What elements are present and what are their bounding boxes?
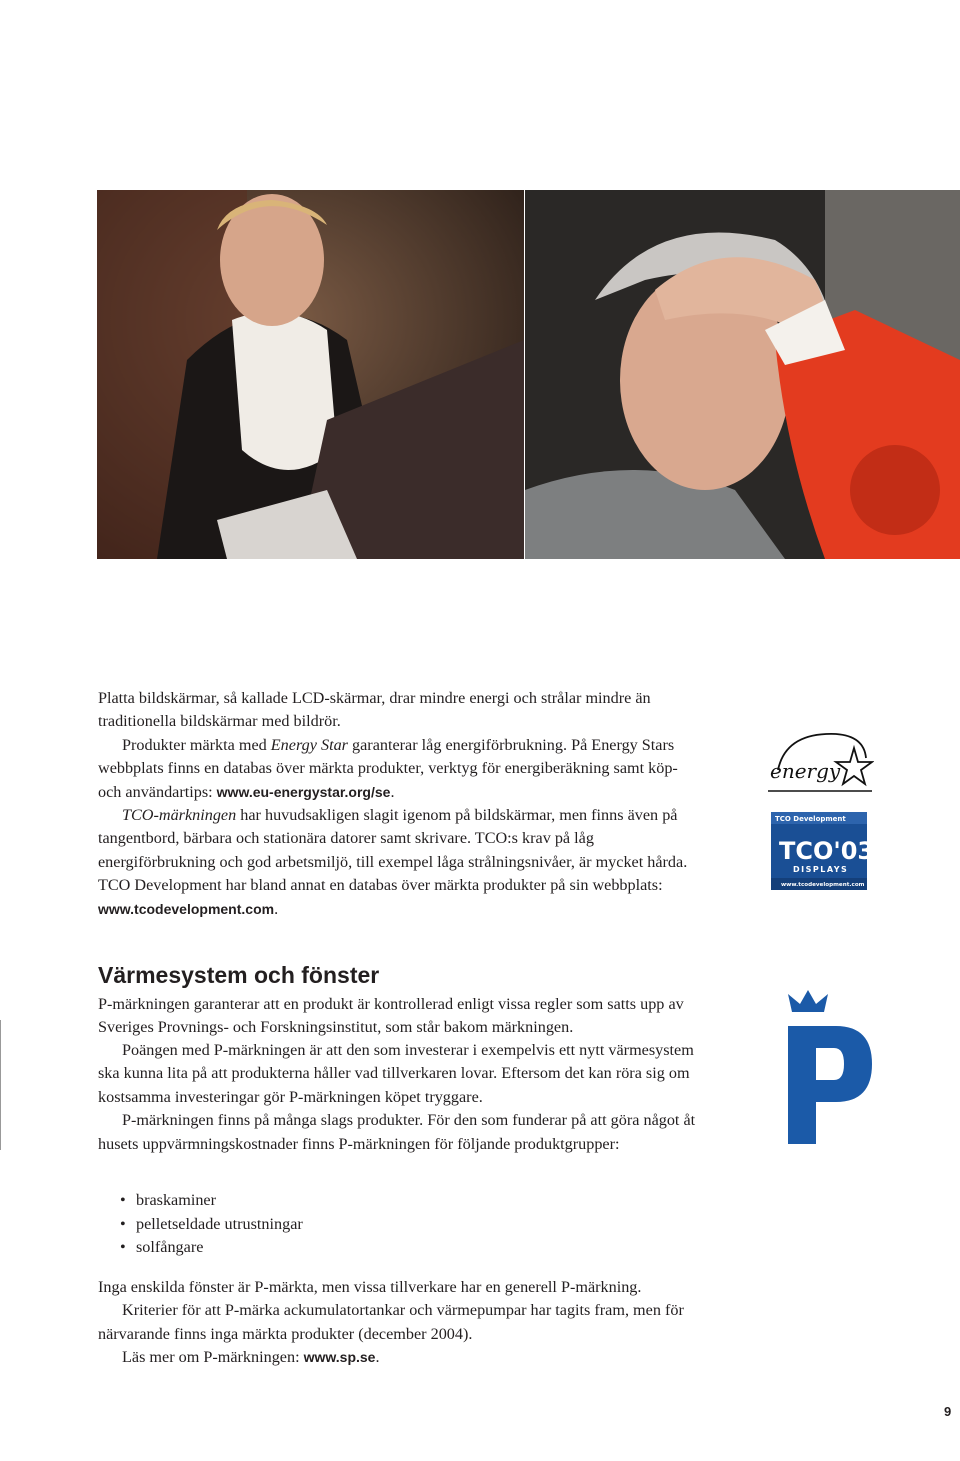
paragraph-p-marking-products: P-märkningen finns på många slags produkter. För den som funderar på att göra något åt husets uppvärmningskostnader finns P-märkningen för följande produktgrupper: — [98, 1111, 696, 1153]
paragraph-criteria: Kriterier för att P-märka ackumulatortankar och värmepumpar har tagits fram, men för närvarande finns inga märkta produkter (december 2004). — [98, 1301, 684, 1343]
list-item: • braskaminer — [98, 1189, 303, 1213]
text-run: har huvudsakligen slagit igenom på bildskärmar, men finns även på tangentbord, bärbara och stationära datorer samt skrivare. TCO:s krav på låg energiförbrukning och god arbetsmiljö, till exempel låga strålningsnivåer, är mycket hårda. TCO Development har bland annat en databas över märkta produkter på sin webbplats: — [98, 806, 688, 895]
paragraph-p-marking-intro: P-märkningen garanterar att en produkt är kontrollerad enligt vissa regler som satts upp av Sveriges Provnings- och Forskningsinstitut, som står bakom märkningen. — [98, 995, 684, 1037]
product-group-list — [98, 1189, 303, 1260]
energy-star-logo — [766, 730, 874, 794]
sp-url[interactable]: www.sp.se — [303, 1349, 376, 1366]
photo-teen-hand-on-forehead — [525, 190, 960, 559]
paragraph-p-marking-point: Poängen med P-märkningen är att den som investerar i exempelvis ett nytt värmesystem ska kunna lita på att produkterna håller vad tillverkaren lovar. Eftersom det kan röra sig om kostsamma investeringar gör P-märkningen köpet tryggare. — [98, 1041, 694, 1106]
tco-03-logo-graphic — [771, 812, 867, 890]
p-marking-logo — [786, 990, 874, 1145]
paragraph-energy-star: Produkter märkta med Energy Star garanterar låg energiförbrukning. På Energy Stars webbplats finns en databas över märkta produkter, verktyg för energiberäkning samt köp- och användartips: www.eu-energystar.org/se. — [98, 735, 678, 801]
p-marking-text-block — [98, 1039, 698, 1156]
energy-logo-wordmark: energy — [770, 759, 841, 783]
monitor-text-block — [98, 687, 698, 921]
windows-text-block — [98, 1276, 698, 1370]
section-heading: Värmesystem och fönster — [98, 962, 380, 988]
list-item: • pelletseldade utrustningar — [98, 1213, 303, 1237]
tco-term: TCO-märkningen — [122, 806, 237, 825]
photo-teen-at-laptop-image — [97, 190, 524, 559]
photo-teen-hand-on-forehead-image — [525, 190, 960, 559]
tco-mark: TCO'03 — [779, 837, 867, 865]
paragraph-lcd: Platta bildskärmar, så kallade LCD-skärmar, drar mindre energi och strålar mindre än traditionella bildskärmar med bildrör. — [98, 689, 651, 731]
text-run: Läs mer om P-märkningen: — [122, 1348, 304, 1367]
energy-star-term: Energy Star — [270, 735, 348, 754]
tco-03-logo — [771, 812, 867, 890]
tco-logo-url: www.tcodevelopment.com — [781, 882, 865, 888]
paragraph-read-more: Läs mer om P-märkningen: www.sp.se. — [122, 1348, 380, 1367]
photo-teen-at-laptop — [97, 190, 524, 559]
page-number: 9 — [944, 1404, 952, 1419]
text-run: garanterar låg energiförbrukning. På Energy Stars webbplats finns en databas över märkta produkter, verktyg för energiberäkning samt köp- och användartips: — [98, 735, 678, 801]
margin-rule — [0, 1020, 1, 1150]
paragraph-windows: Inga enskilda fönster är P-märkta, men vissa tillverkare har en generell P-märkning. — [98, 1278, 642, 1296]
paragraph-tco: TCO-märkningen har huvudsakligen slagit igenom på bildskärmar, men finns även på tangentbord, bärbara och stationära datorer samt skrivare. TCO:s krav på låg energiförbrukning och god arbetsmiljö, till exempel låga strålningsnivåer, är mycket hårda. TCO Development har bland annat en databas över märkta produkter på sin webbplats: www.tcodevelopment.com. — [98, 806, 688, 918]
p-logo-letter: P — [786, 990, 787, 991]
tco-top-label: TCO Development — [775, 815, 846, 823]
text-run: Produkter märkta med — [122, 735, 271, 754]
list-item: • solfångare — [98, 1236, 303, 1260]
tco-url[interactable]: www.tcodevelopment.com — [98, 900, 275, 917]
energy-star-url[interactable]: www.eu-energystar.org/se — [216, 783, 391, 800]
tco-displays-label: DISPLAYS — [793, 865, 849, 874]
